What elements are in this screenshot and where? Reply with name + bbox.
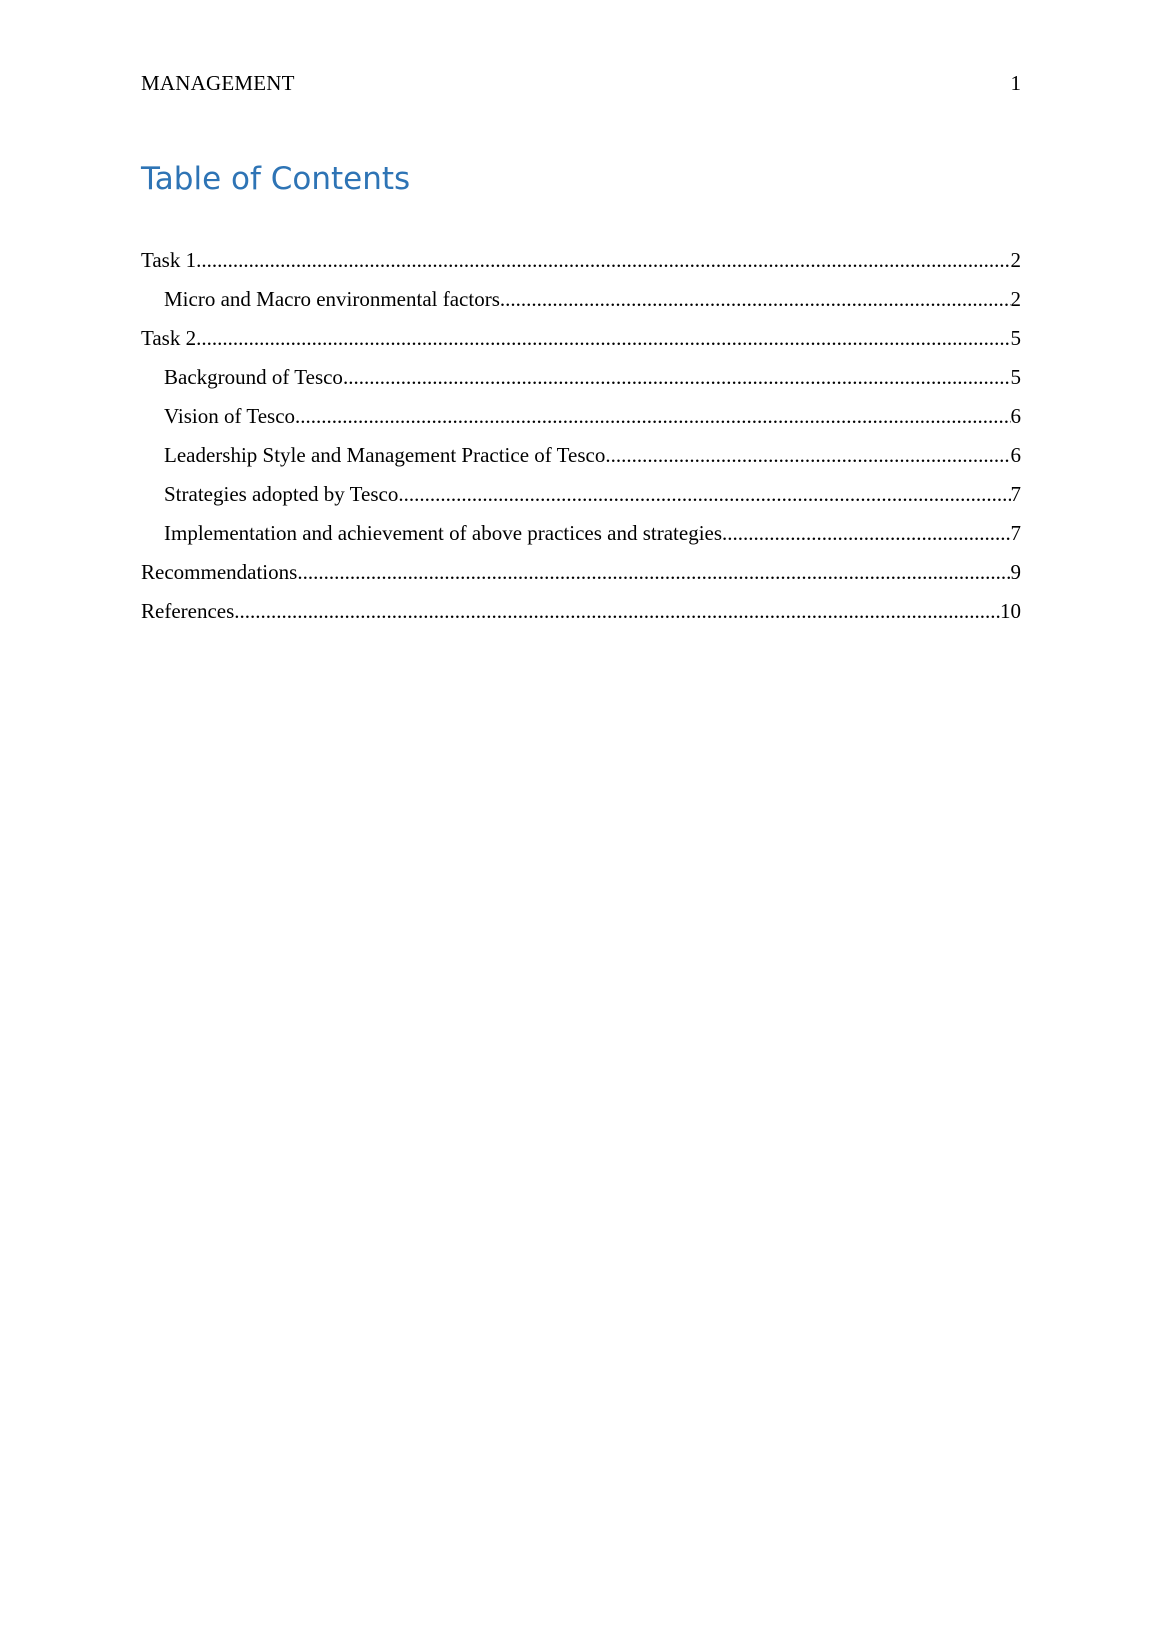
running-header-title: MANAGEMENT	[141, 71, 295, 95]
toc-entry-page: 10	[1000, 599, 1021, 623]
toc-dot-leader	[722, 518, 1010, 548]
toc-entry-page: 7	[1010, 521, 1021, 545]
toc-entry-page: 7	[1010, 482, 1021, 506]
toc-entry-label: Vision of Tesco	[164, 404, 296, 428]
toc-entry-label: Leadership Style and Management Practice of Tesco	[164, 443, 606, 467]
toc-entry-label: Task 1	[141, 248, 197, 272]
toc-dot-leader	[196, 323, 1010, 353]
toc-entry-page: 2	[1010, 287, 1021, 311]
toc-entry-strategies[interactable]	[141, 479, 1021, 518]
toc-entry-label: Implementation and achievement of above practices and strategies	[164, 521, 723, 545]
toc-entry-task-2[interactable]	[141, 323, 1021, 362]
toc-list	[141, 245, 1021, 635]
toc-entry-label: Task 2	[141, 326, 197, 350]
toc-entry-label: Recommendations	[141, 560, 298, 584]
toc-entry-label: Strategies adopted by Tesco	[164, 482, 399, 506]
toc-entry-page: 5	[1010, 326, 1021, 350]
toc-dot-leader	[196, 245, 1010, 275]
toc-dot-leader	[398, 479, 1010, 509]
toc-heading: Table of Contents	[141, 161, 411, 197]
toc-dot-leader	[297, 557, 1010, 587]
toc-dot-leader	[234, 596, 1000, 626]
toc-entry-vision-of-tesco[interactable]	[141, 401, 1021, 440]
toc-entry-references[interactable]	[141, 596, 1021, 635]
toc-entry-label: Micro and Macro environmental factors	[164, 287, 500, 311]
toc-entry-label: References	[141, 599, 235, 623]
toc-dot-leader	[343, 362, 1011, 392]
toc-entry-page: 5	[1010, 365, 1021, 389]
toc-entry-micro-macro-factors[interactable]	[141, 284, 1021, 323]
toc-entry-page: 2	[1010, 248, 1021, 272]
toc-dot-leader	[500, 284, 1011, 314]
toc-entry-label: Background of Tesco	[164, 365, 343, 389]
toc-entry-implementation[interactable]	[141, 518, 1021, 557]
header-page-number: 1	[1010, 71, 1021, 95]
toc-entry-page: 6	[1010, 443, 1021, 467]
toc-entry-task-1[interactable]	[141, 245, 1021, 284]
toc-dot-leader	[605, 440, 1010, 470]
toc-entry-page: 6	[1010, 404, 1021, 428]
toc-entry-page: 9	[1010, 560, 1021, 584]
toc-entry-leadership-style[interactable]	[141, 440, 1021, 479]
toc-entry-background-of-tesco[interactable]	[141, 362, 1021, 401]
page-header	[141, 68, 1021, 98]
toc-dot-leader	[295, 401, 1010, 431]
toc-entry-recommendations[interactable]	[141, 557, 1021, 596]
